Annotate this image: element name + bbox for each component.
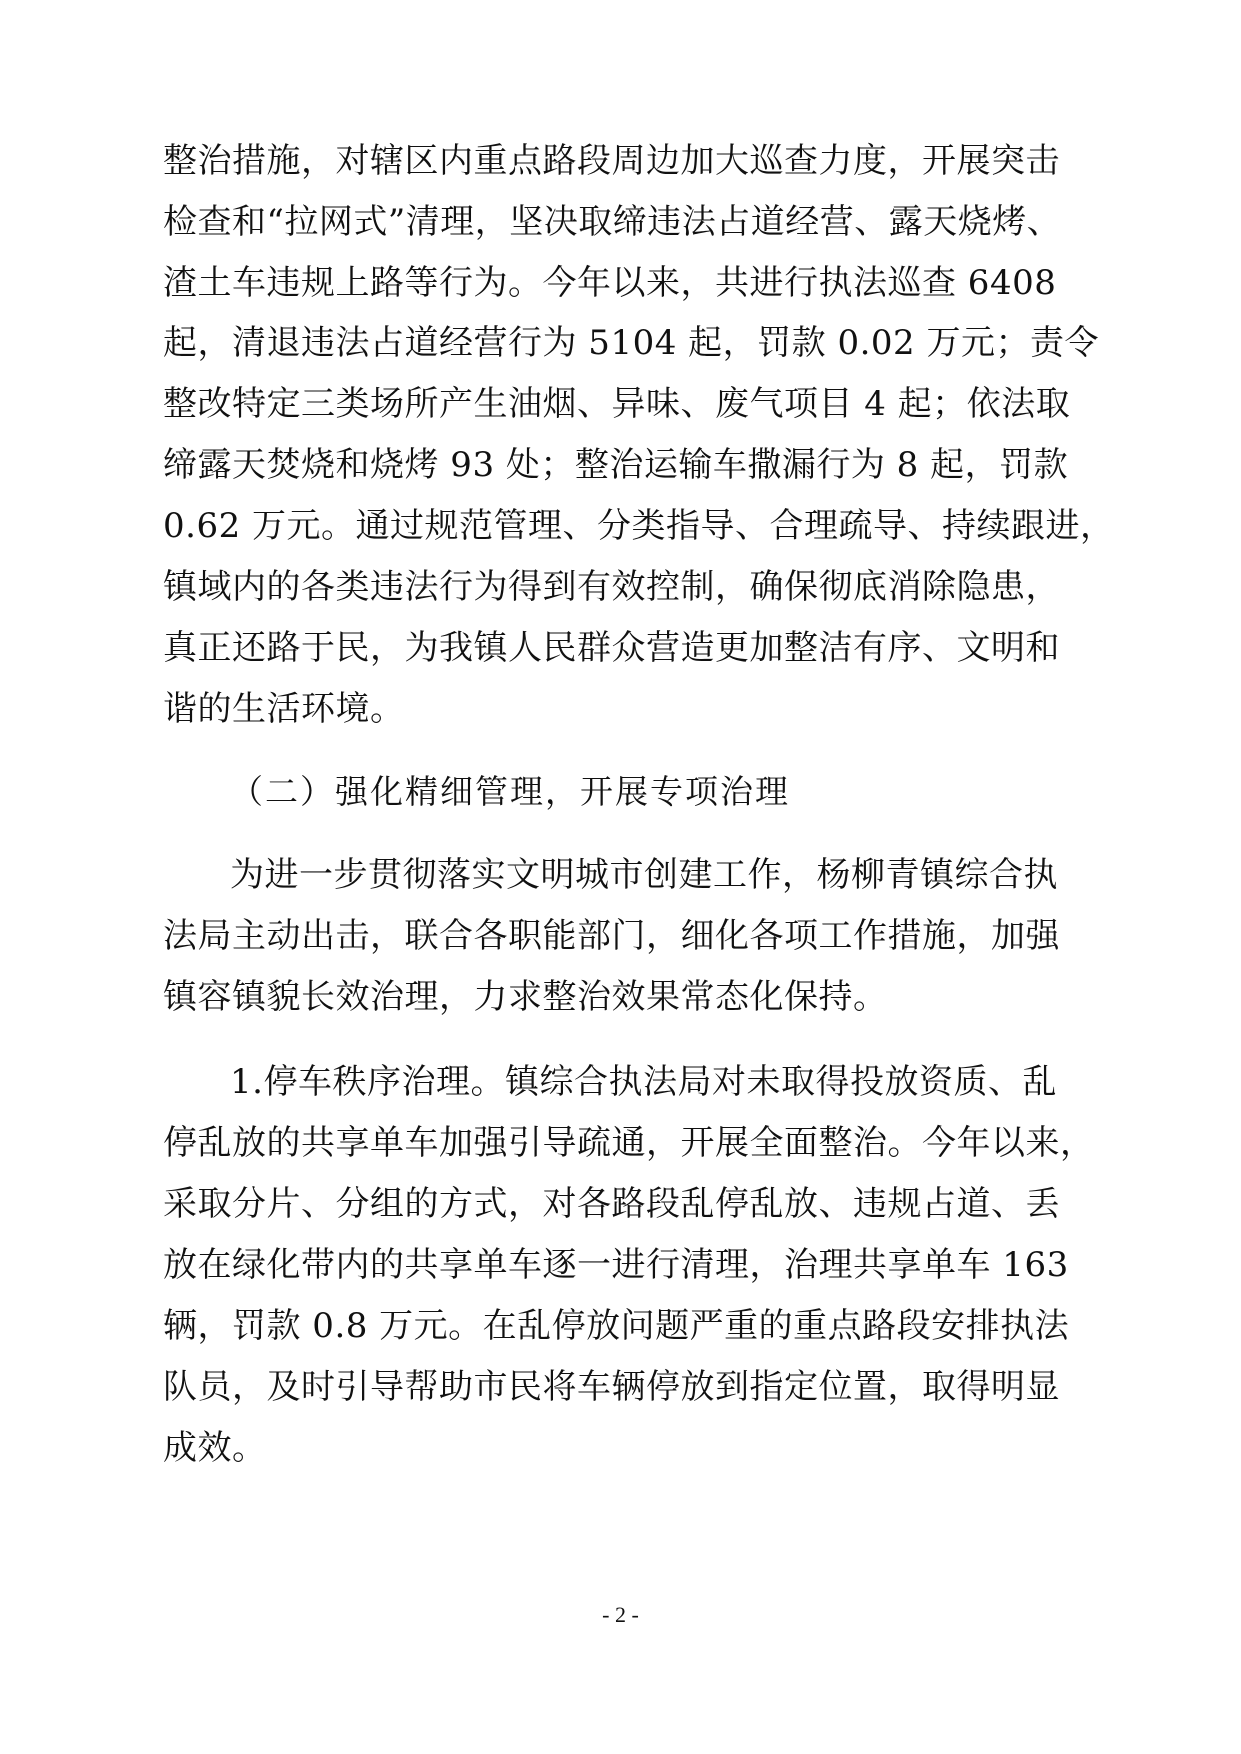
paragraph-3-line: 停乱放的共享单车加强引导疏通，开展全面整治。今年以来，	[163, 1123, 1095, 1163]
paragraph-1-line: 镇域内的各类违法行为得到有效控制，确保彻底消除隐患，	[163, 567, 1060, 607]
paragraph-1-line: 整改特定三类场所产生油烟、异味、废气项目 4 起；依法取	[163, 384, 1071, 424]
paragraph-2-line: 为进一步贯彻落实文明城市创建工作，杨柳青镇综合执	[230, 855, 1058, 895]
paragraph-3-line: 队员，及时引导帮助市民将车辆停放到指定位置，取得明显	[163, 1367, 1060, 1407]
paragraph-2-line: 法局主动出击，联合各职能部门，细化各项工作措施，加强	[163, 916, 1060, 956]
paragraph-1-line: 谐的生活环境。	[163, 689, 405, 729]
paragraph-1-line: 整治措施，对辖区内重点路段周边加大巡查力度，开展突击	[163, 141, 1060, 181]
page-number: - 2 -	[602, 1602, 639, 1627]
paragraph-3-line: 采取分片、分组的方式，对各路段乱停乱放、违规占道、丢	[163, 1184, 1060, 1224]
section-heading: （二）强化精细管理，开展专项治理	[230, 772, 790, 811]
paragraph-3-line: 成效。	[163, 1428, 267, 1468]
paragraph-3-line: 辆，罚款 0.8 万元。在乱停放问题严重的重点路段安排执法	[163, 1306, 1070, 1346]
paragraph-3-line: 放在绿化带内的共享单车逐一进行清理，治理共享单车 163	[163, 1245, 1069, 1285]
paragraph-1-line: 检查和“拉网式”清理，坚决取缔违法占道经营、露天烧烤、	[163, 202, 1062, 242]
paragraph-1-line: 起，清退违法占道经营行为 5104 起，罚款 0.02 万元；责令	[163, 323, 1099, 363]
paragraph-1-line: 缔露天焚烧和烧烤 93 处；整治运输车撒漏行为 8 起，罚款	[163, 445, 1069, 485]
paragraph-2-line: 镇容镇貌长效治理，力求整治效果常态化保持。	[163, 977, 888, 1017]
paragraph-1-line: 0.62 万元。通过规范管理、分类指导、合理疏导、持续跟进，	[163, 506, 1115, 546]
paragraph-1-line: 真正还路于民，为我镇人民群众营造更加整洁有序、文明和	[163, 628, 1060, 668]
paragraph-3-line: 1.停车秩序治理。镇综合执法局对未取得投放资质、乱	[230, 1062, 1057, 1102]
paragraph-1-line: 渣土车违规上路等行为。今年以来，共进行执法巡查 6408	[163, 263, 1057, 303]
